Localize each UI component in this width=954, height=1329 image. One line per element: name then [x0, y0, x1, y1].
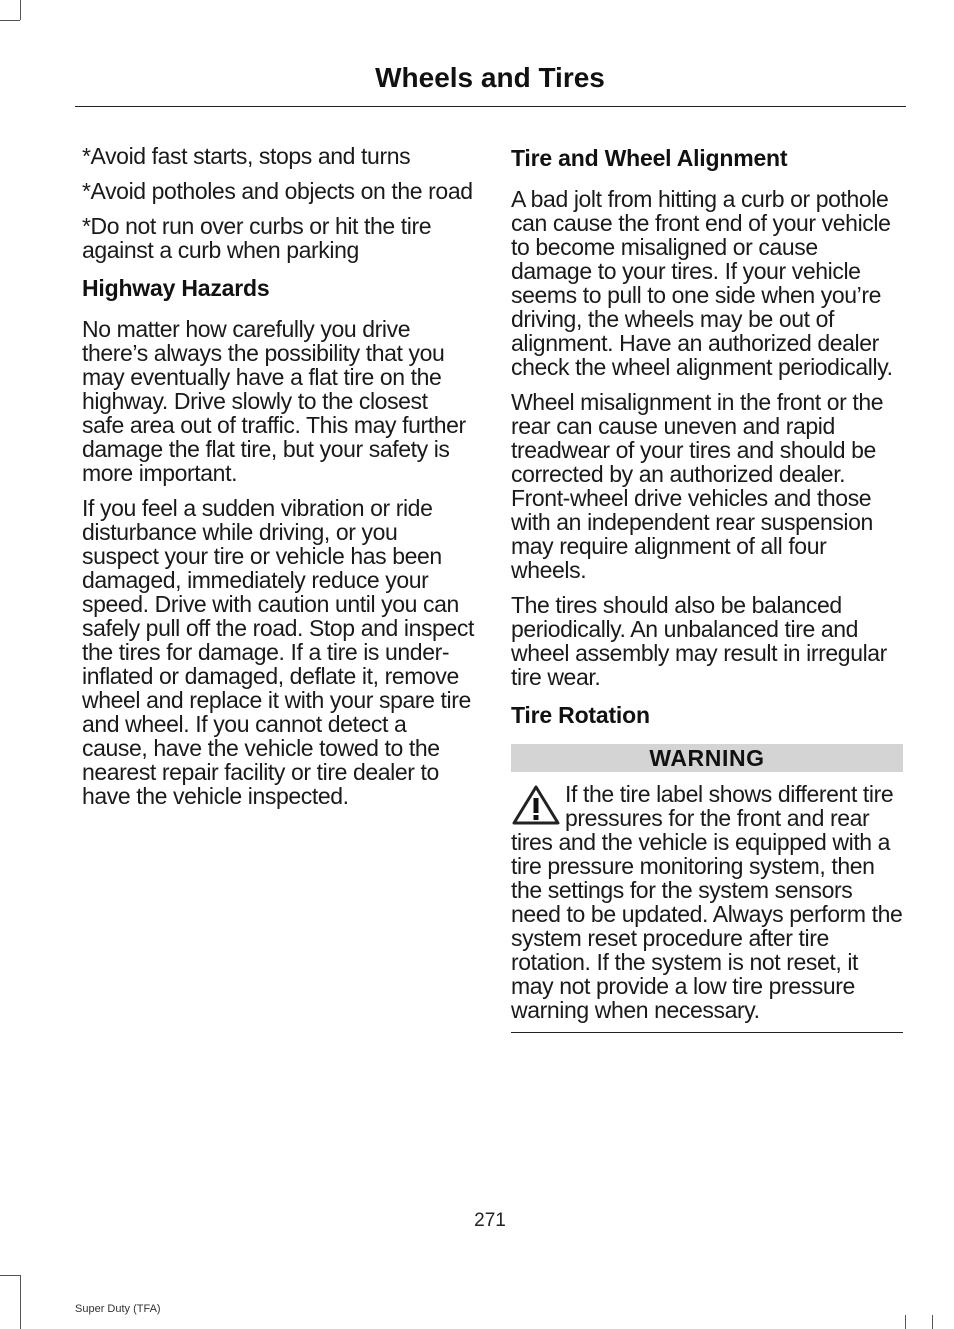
left-column — [82, 144, 474, 819]
alignment-paragraph-2: Wheel misalignment in the front or the rear can cause uneven and rapid treadwear of your tires and should be corrected by an authorized dealer. Front-wheel drive vehicles and those with an independent rear suspension may require alignment of all four wheels. — [511, 389, 884, 583]
alignment-paragraph-3: The tires should also be balanced periodically. An unbalanced tire and wheel assembly may result in irregular tire wear. — [511, 592, 887, 690]
list-item: *Avoid fast starts, stops and turns — [82, 143, 411, 169]
document-name: Super Duty (TFA) — [75, 1303, 161, 1315]
right-column — [511, 144, 903, 1033]
warning-bottom-divider — [511, 1032, 903, 1033]
warning-text: If the tire label shows different tire pressures for the front and rear tires and the vehicle is equipped with a tire pressure monitoring system, then the settings for the system sensors need to be updated. Always perform the system reset procedure after tire rotation. If the system is not reset, it may not provide a low tire pressure warning when necessary. — [511, 781, 903, 1023]
highway-paragraph-2: If you feel a sudden vibration or ride disturbance while driving, or you suspect your tire or vehicle has been damaged, immediately reduce your speed. Drive with caution until you can safely pull off the road. Stop and inspect the tires for damage. If a tire is under-inflated or damaged, deflate it, remove wheel and replace it with your spare tire and wheel. If you cannot detect a cause, have the vehicle towed to the nearest repair facility or tire dealer to have the vehicle inspected. — [82, 495, 474, 809]
page-number: 271 — [474, 1210, 506, 1231]
crop-mark-bottom-right-v1 — [905, 1315, 906, 1329]
crop-mark-top-left-v — [20, 0, 21, 20]
tire-rotation-heading: Tire Rotation — [511, 702, 650, 728]
page-title: Wheels and Tires — [375, 62, 605, 93]
highway-hazards-heading: Highway Hazards — [82, 275, 270, 301]
crop-mark-top-left-h — [0, 20, 20, 21]
crop-mark-bottom-left-v — [20, 1275, 21, 1329]
warning-triangle-icon — [511, 784, 561, 826]
list-item: *Avoid potholes and objects on the road — [82, 178, 473, 204]
warning-block — [511, 782, 903, 1022]
warning-label: WARNING — [511, 744, 903, 772]
list-item: *Do not run over curbs or hit the tire against a curb when parking — [82, 213, 432, 263]
crop-mark-bottom-right-v2 — [932, 1315, 933, 1329]
highway-paragraph-1: No matter how carefully you drive there’s always the possibility that you may eventually have a flat tire on the highway. Drive slowly to the closest safe area out of traffic. This may further damage the flat tire, but your safety is more important. — [82, 316, 466, 486]
alignment-paragraph-1: A bad jolt from hitting a curb or pothole can cause the front end of your vehicle to become misaligned or cause damage to your tires. If your vehicle seems to pull to one side when you’re driving, the wheels may be out of alignment. Have an authorized dealer check the wheel alignment periodically. — [511, 186, 893, 380]
header-divider — [75, 106, 906, 107]
crop-mark-bottom-left-h — [0, 1275, 20, 1276]
alignment-heading: Tire and Wheel Alignment — [511, 145, 788, 171]
